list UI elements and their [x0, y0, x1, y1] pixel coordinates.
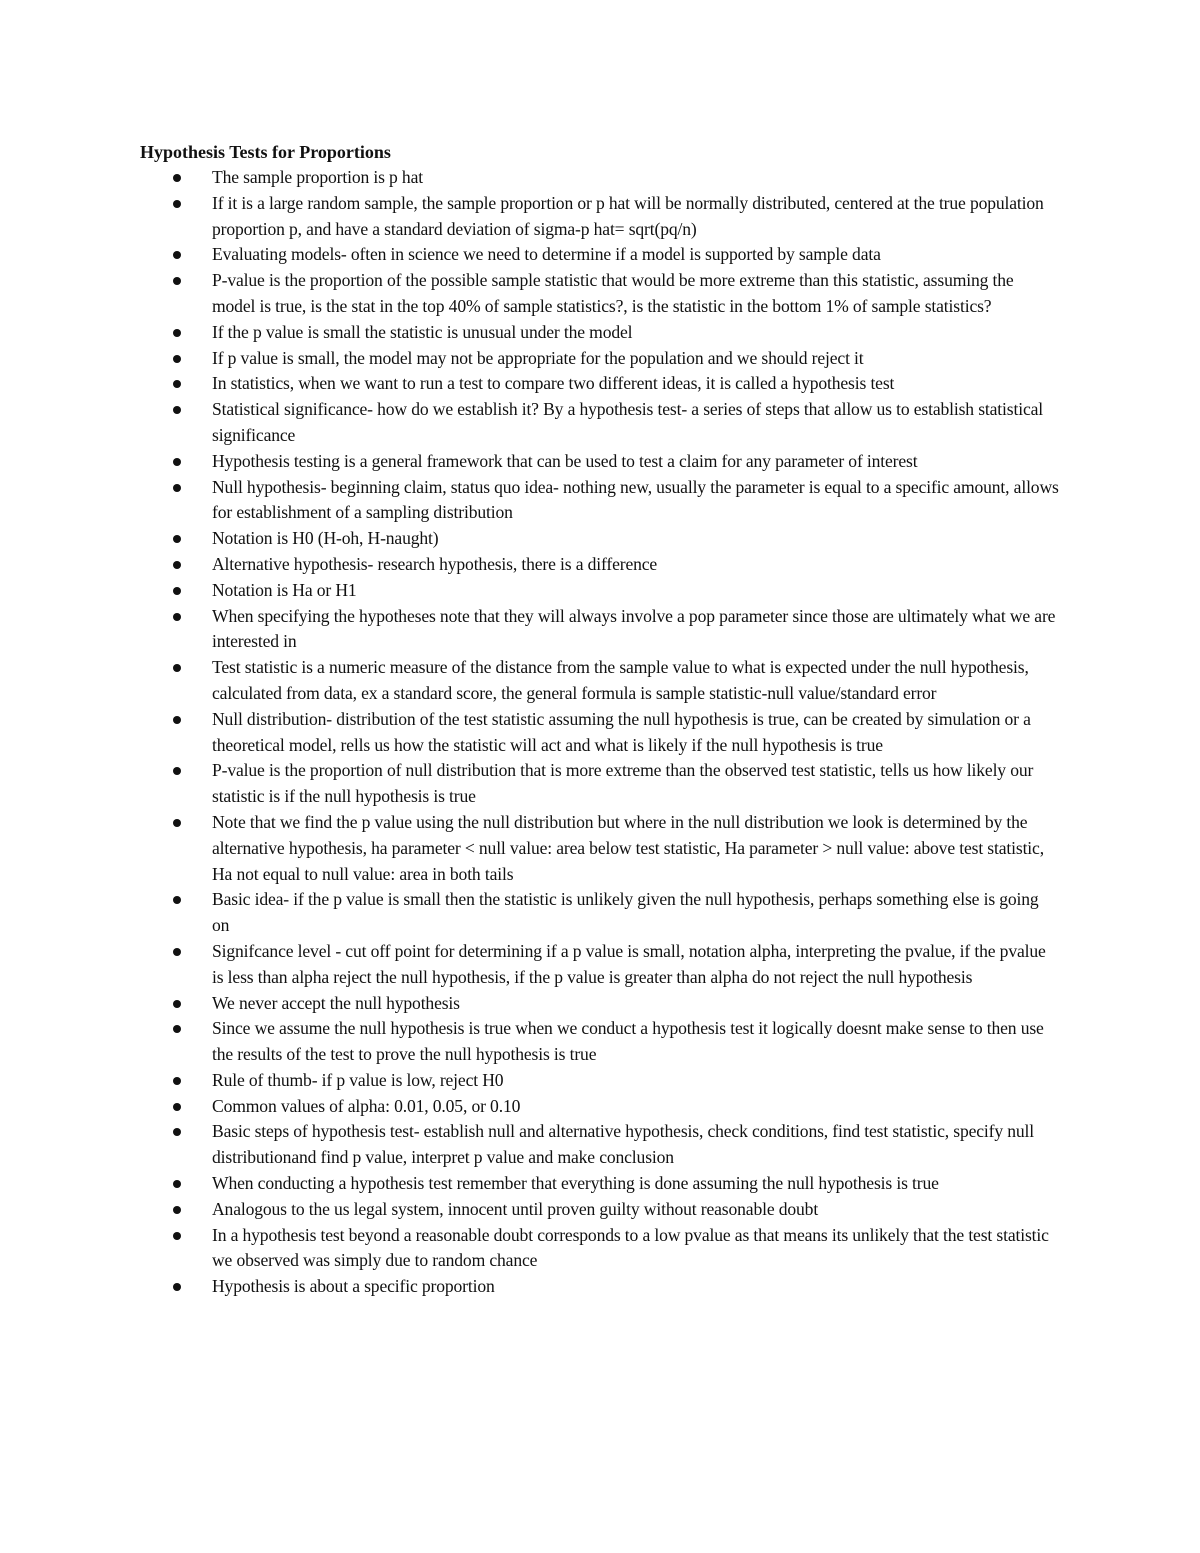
list-item-text: In statistics, when we want to run a test to compare two different ideas, it is called a hypothesis test	[212, 373, 895, 394]
list-item-text: Notation is H0 (H-oh, H-naught)	[212, 528, 439, 549]
bullet-icon	[173, 1283, 181, 1291]
bullet-icon	[173, 664, 181, 672]
bullet-icon	[173, 1128, 181, 1136]
list-item	[140, 268, 1060, 320]
list-item	[140, 526, 1060, 552]
list-item	[140, 320, 1060, 346]
list-item-text: Basic steps of hypothesis test- establish null and alternative hypothesis, check conditions, find test statistic, specify null distributionand find p value, interpret p value and make conclusion	[212, 1121, 1035, 1168]
bullet-icon	[173, 1077, 181, 1085]
list-item	[140, 371, 1060, 397]
document-title: Hypothesis Tests for Proportions	[140, 142, 391, 162]
document-page	[140, 140, 1060, 1300]
bullet-icon	[173, 767, 181, 775]
bullet-icon	[173, 561, 181, 569]
list-item	[140, 1094, 1060, 1120]
bullet-icon	[173, 251, 181, 259]
list-item	[140, 191, 1060, 243]
list-item	[140, 397, 1060, 449]
list-item-text: If it is a large random sample, the sample proportion or p hat will be normally distributed, centered at the true population proportion p, and have a standard deviation of sigma-p hat= sqrt(pq/n)	[212, 192, 1044, 239]
list-item-text: If p value is small, the model may not be appropriate for the population and we should reject it	[212, 347, 864, 368]
bullet-icon	[173, 1206, 181, 1214]
list-item-text: Test statistic is a numeric measure of the distance from the sample value to what is expected under the null hypothesis, calculated from data, ex a standard score, the general formula is sample statistic-null value/standard error	[212, 657, 1029, 703]
list-item	[140, 1171, 1060, 1197]
list-item	[140, 242, 1060, 268]
list-item	[140, 939, 1060, 991]
list-item-text: Common values of alpha: 0.01, 0.05, or 0.10	[212, 1095, 521, 1116]
list-item	[140, 604, 1060, 656]
notes-list	[140, 165, 1060, 1300]
bullet-icon	[173, 355, 181, 363]
list-item	[140, 346, 1060, 372]
list-item	[140, 1016, 1060, 1068]
list-item	[140, 655, 1060, 707]
list-item-text: If the p value is small the statistic is unusual under the model	[212, 321, 633, 342]
bullet-icon	[173, 200, 181, 208]
list-item	[140, 165, 1060, 191]
bullet-icon	[173, 277, 181, 285]
bullet-icon	[173, 535, 181, 543]
list-item-text: In a hypothesis test beyond a reasonable doubt corresponds to a low pvalue as that means its unlikely that the test statistic we observed was simply due to random chance	[212, 1224, 1049, 1271]
bullet-icon	[173, 948, 181, 956]
list-item-text: When specifying the hypotheses note that they will always involve a pop parameter since those are ultimately what we are interested in	[212, 605, 1056, 652]
list-item	[140, 449, 1060, 475]
list-item	[140, 887, 1060, 939]
bullet-icon	[173, 406, 181, 414]
list-item-text: Rule of thumb- if p value is low, reject H0	[212, 1069, 504, 1090]
list-item-text: Alternative hypothesis- research hypothesis, there is a difference	[212, 553, 658, 574]
list-item-text: When conducting a hypothesis test remember that everything is done assuming the null hypothesis is true	[212, 1173, 939, 1194]
bullet-icon	[173, 1000, 181, 1008]
list-item	[140, 1197, 1060, 1223]
bullet-icon	[173, 174, 181, 182]
list-item	[140, 1274, 1060, 1300]
bullet-icon	[173, 484, 181, 492]
list-item-text: Since we assume the null hypothesis is true when we conduct a hypothesis test it logically doesnt make sense to then use the results of the test to prove the null hypothesis is true	[212, 1018, 1044, 1065]
bullet-icon	[173, 1232, 181, 1240]
list-item-text: P-value is the proportion of the possible sample statistic that would be more extreme than this statistic, assuming the model is true, is the stat in the top 40% of sample statistics?, is the statistic in the bottom 1% of sample statistics?	[212, 270, 1014, 316]
list-item-text: Hypothesis is about a specific proportion	[212, 1276, 495, 1297]
bullet-icon	[173, 896, 181, 904]
bullet-icon	[173, 1103, 181, 1111]
bullet-icon	[173, 1180, 181, 1188]
list-item	[140, 991, 1060, 1017]
bullet-icon	[173, 329, 181, 337]
list-item-text: Null distribution- distribution of the test statistic assuming the null hypothesis is true, can be created by simulation or a theoretical model, rells us how the statistic will act and what is likely if the null hypothesis is true	[212, 708, 1031, 755]
list-item-text: Note that we find the p value using the null distribution but where in the null distribution we look is determined by the alternative hypothesis, ha parameter < null value: area below test statistic, Ha parameter > null value: above test statistic, Ha not equal to null value: area in both tails	[212, 811, 1044, 884]
bullet-icon	[173, 380, 181, 388]
list-item-text: Null hypothesis- beginning claim, status quo idea- nothing new, usually the parameter is equal to a specific amount, allows for establishment of a sampling distribution	[212, 476, 1059, 523]
bullet-icon	[173, 613, 181, 621]
bullet-icon	[173, 819, 181, 827]
list-item-text: Basic idea- if the p value is small then the statistic is unlikely given the null hypothesis, perhaps something else is going on	[212, 889, 1039, 936]
list-item-text: Notation is Ha or H1	[212, 579, 357, 600]
list-item	[140, 552, 1060, 578]
list-item	[140, 758, 1060, 810]
bullet-icon	[173, 587, 181, 595]
list-item-text: Analogous to the us legal system, innocent until proven guilty without reasonable doubt	[212, 1198, 819, 1219]
bullet-icon	[173, 716, 181, 724]
list-item	[140, 578, 1060, 604]
bullet-icon	[173, 1025, 181, 1033]
list-item	[140, 810, 1060, 887]
list-item	[140, 475, 1060, 527]
list-item-text: Hypothesis testing is a general framework that can be used to test a claim for any parameter of interest	[212, 450, 918, 471]
list-item-text: We never accept the null hypothesis	[212, 992, 460, 1013]
list-item-text: The sample proportion is p hat	[212, 167, 423, 187]
list-item-text: P-value is the proportion of null distribution that is more extreme than the observed test statistic, tells us how likely our statistic is if the null hypothesis is true	[212, 760, 1034, 807]
list-item	[140, 1223, 1060, 1275]
list-item-text: Signifcance level - cut off point for determining if a p value is small, notation alpha, interpreting the pvalue, if the pvalue is less than alpha reject the null hypothesis, if the p value is greater than alpha do not reject the null hypothesis	[212, 940, 1046, 987]
list-item	[140, 1068, 1060, 1094]
list-item-text: Statistical significance- how do we establish it? By a hypothesis test- a series of steps that allow us to establish statistical significance	[212, 399, 1043, 445]
bullet-icon	[173, 458, 181, 466]
list-item	[140, 1119, 1060, 1171]
list-item	[140, 707, 1060, 759]
list-item-text: Evaluating models- often in science we need to determine if a model is supported by sample data	[212, 244, 881, 265]
